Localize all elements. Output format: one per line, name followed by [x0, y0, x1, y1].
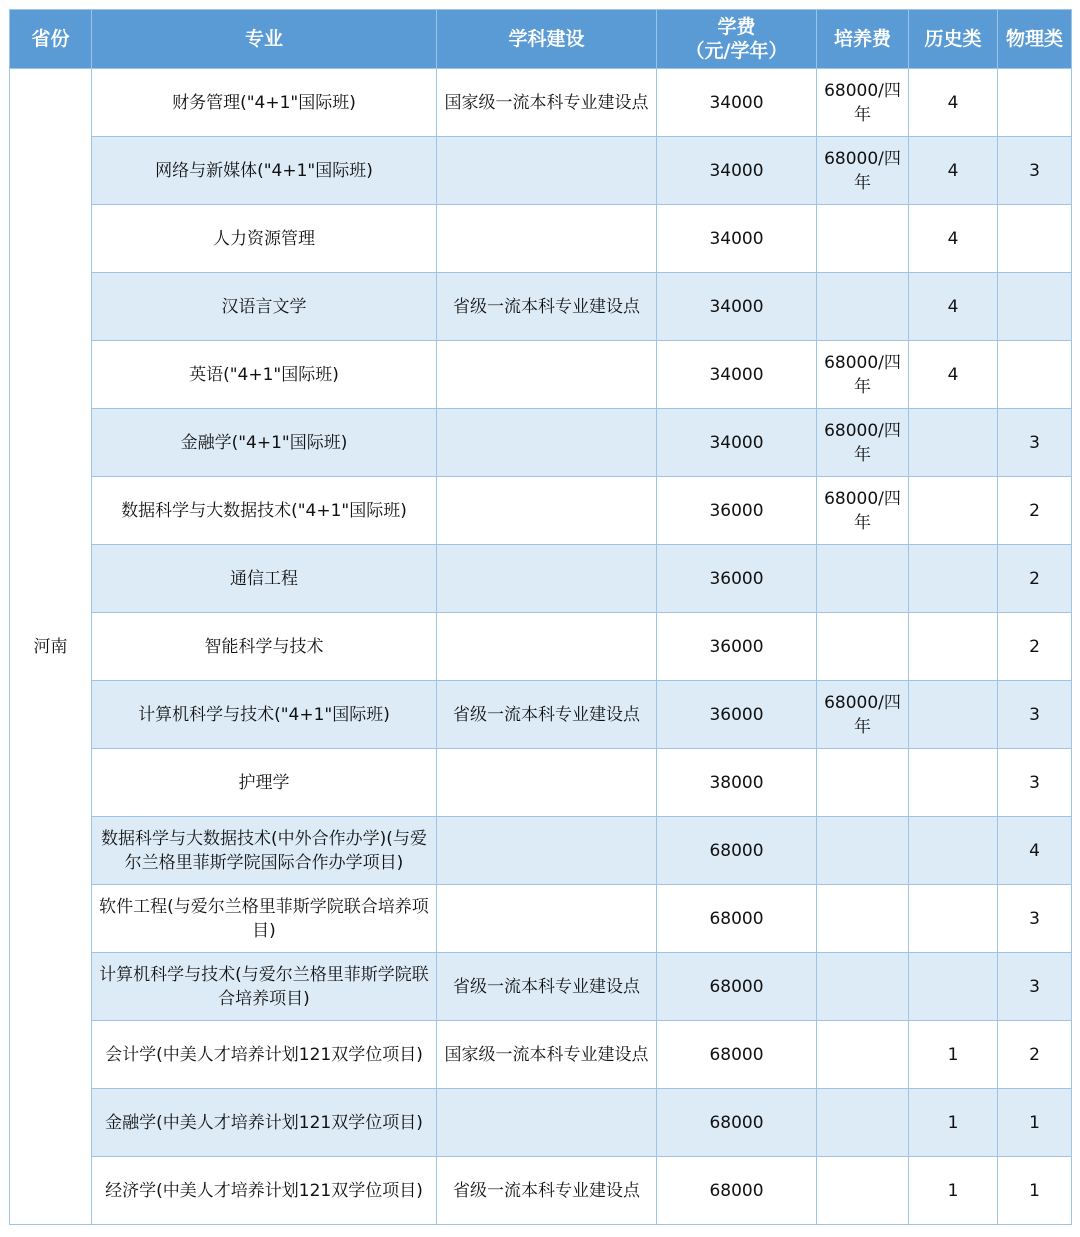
tuition-cell: 68000: [657, 817, 817, 885]
discipline-cell: [437, 817, 657, 885]
major-cell: 软件工程(与爱尔兰格里菲斯学院联合培养项目): [92, 885, 437, 953]
major-cell: 网络与新媒体("4+1"国际班): [92, 137, 437, 205]
tuition-table: [9, 9, 1072, 1225]
training-fee-cell: [817, 545, 909, 613]
discipline-cell: [437, 613, 657, 681]
tuition-cell: 68000: [657, 953, 817, 1021]
physics-cell: 3: [998, 681, 1072, 749]
header-training-fee: 培养费: [817, 10, 909, 69]
table-row: [10, 885, 1072, 953]
header-tuition: [657, 10, 817, 69]
history-cell: [909, 953, 998, 1021]
major-cell: 金融学(中美人才培养计划121双学位项目): [92, 1089, 437, 1157]
discipline-cell: 省级一流本科专业建设点: [437, 953, 657, 1021]
header-tuition-line1: 学费: [717, 16, 756, 38]
physics-cell: 3: [998, 409, 1072, 477]
header-history: 历史类: [909, 10, 998, 69]
header-discipline: 学科建设: [437, 10, 657, 69]
major-cell: 经济学(中美人才培养计划121双学位项目): [92, 1157, 437, 1225]
tuition-cell: 68000: [657, 1089, 817, 1157]
history-cell: 4: [909, 69, 998, 137]
table-row: [10, 341, 1072, 409]
history-cell: 4: [909, 273, 998, 341]
physics-cell: 1: [998, 1157, 1072, 1225]
training-fee-cell: [817, 885, 909, 953]
training-fee-cell: [817, 749, 909, 817]
physics-cell: 3: [998, 953, 1072, 1021]
physics-cell: [998, 273, 1072, 341]
physics-cell: 2: [998, 1021, 1072, 1089]
history-cell: [909, 613, 998, 681]
major-cell: 英语("4+1"国际班): [92, 341, 437, 409]
discipline-cell: 国家级一流本科专业建设点: [437, 1021, 657, 1089]
header-physics: 物理类: [998, 10, 1072, 69]
table-row: [10, 1089, 1072, 1157]
training-fee-cell: [817, 1157, 909, 1225]
physics-cell: [998, 69, 1072, 137]
training-fee-cell: 68000/四年: [817, 681, 909, 749]
discipline-cell: [437, 341, 657, 409]
major-cell: 通信工程: [92, 545, 437, 613]
discipline-cell: 国家级一流本科专业建设点: [437, 69, 657, 137]
table-row: [10, 409, 1072, 477]
physics-cell: 4: [998, 817, 1072, 885]
history-cell: 1: [909, 1157, 998, 1225]
header-tuition-line2: （元/学年）: [685, 40, 788, 62]
physics-cell: 2: [998, 613, 1072, 681]
major-cell: 计算机科学与技术(与爱尔兰格里菲斯学院联合培养项目): [92, 953, 437, 1021]
major-cell: 金融学("4+1"国际班): [92, 409, 437, 477]
discipline-cell: [437, 409, 657, 477]
tuition-cell: 36000: [657, 613, 817, 681]
table-body: [10, 69, 1072, 1225]
training-fee-cell: 68000/四年: [817, 477, 909, 545]
header-row: [10, 10, 1072, 69]
tuition-cell: 36000: [657, 545, 817, 613]
physics-cell: [998, 341, 1072, 409]
major-cell: 计算机科学与技术("4+1"国际班): [92, 681, 437, 749]
table-row: [10, 953, 1072, 1021]
discipline-cell: 省级一流本科专业建设点: [437, 273, 657, 341]
physics-cell: 3: [998, 137, 1072, 205]
major-cell: 汉语言文学: [92, 273, 437, 341]
header-province: 省份: [10, 10, 92, 69]
history-cell: 1: [909, 1021, 998, 1089]
tuition-cell: 38000: [657, 749, 817, 817]
tuition-cell: 34000: [657, 137, 817, 205]
table-row: [10, 477, 1072, 545]
tuition-cell: 34000: [657, 273, 817, 341]
discipline-cell: [437, 205, 657, 273]
training-fee-cell: [817, 613, 909, 681]
training-fee-cell: 68000/四年: [817, 69, 909, 137]
table-row: [10, 613, 1072, 681]
tuition-cell: 36000: [657, 681, 817, 749]
discipline-cell: [437, 477, 657, 545]
physics-cell: 2: [998, 545, 1072, 613]
major-cell: 数据科学与大数据技术("4+1"国际班): [92, 477, 437, 545]
discipline-cell: [437, 545, 657, 613]
table-row: [10, 205, 1072, 273]
major-cell: 数据科学与大数据技术(中外合作办学)(与爱尔兰格里菲斯学院国际合作办学项目): [92, 817, 437, 885]
major-cell: 护理学: [92, 749, 437, 817]
physics-cell: [998, 205, 1072, 273]
discipline-cell: 省级一流本科专业建设点: [437, 681, 657, 749]
table-row: [10, 273, 1072, 341]
history-cell: [909, 409, 998, 477]
history-cell: [909, 681, 998, 749]
table-row: [10, 1157, 1072, 1225]
training-fee-cell: [817, 205, 909, 273]
table-row: [10, 545, 1072, 613]
physics-cell: 1: [998, 1089, 1072, 1157]
history-cell: 4: [909, 137, 998, 205]
training-fee-cell: [817, 953, 909, 1021]
history-cell: 4: [909, 341, 998, 409]
tuition-cell: 34000: [657, 205, 817, 273]
major-cell: 智能科学与技术: [92, 613, 437, 681]
tuition-cell: 34000: [657, 69, 817, 137]
tuition-cell: 36000: [657, 477, 817, 545]
history-cell: [909, 817, 998, 885]
province-cell: 河南: [10, 69, 92, 1225]
header-major: 专业: [92, 10, 437, 69]
major-cell: 人力资源管理: [92, 205, 437, 273]
tuition-cell: 68000: [657, 1157, 817, 1225]
training-fee-cell: [817, 817, 909, 885]
table-row: [10, 69, 1072, 137]
training-fee-cell: [817, 273, 909, 341]
table-row: [10, 817, 1072, 885]
physics-cell: 2: [998, 477, 1072, 545]
table-row: [10, 137, 1072, 205]
tuition-cell: 34000: [657, 341, 817, 409]
discipline-cell: [437, 1089, 657, 1157]
history-cell: 4: [909, 205, 998, 273]
table-row: [10, 681, 1072, 749]
table-row: [10, 1021, 1072, 1089]
discipline-cell: [437, 885, 657, 953]
training-fee-cell: [817, 1021, 909, 1089]
tuition-cell: 68000: [657, 1021, 817, 1089]
training-fee-cell: 68000/四年: [817, 409, 909, 477]
training-fee-cell: [817, 1089, 909, 1157]
history-cell: [909, 477, 998, 545]
history-cell: [909, 545, 998, 613]
discipline-cell: 省级一流本科专业建设点: [437, 1157, 657, 1225]
physics-cell: 3: [998, 749, 1072, 817]
discipline-cell: [437, 137, 657, 205]
major-cell: 会计学(中美人才培养计划121双学位项目): [92, 1021, 437, 1089]
history-cell: 1: [909, 1089, 998, 1157]
training-fee-cell: 68000/四年: [817, 137, 909, 205]
physics-cell: 3: [998, 885, 1072, 953]
history-cell: [909, 749, 998, 817]
training-fee-cell: 68000/四年: [817, 341, 909, 409]
history-cell: [909, 885, 998, 953]
discipline-cell: [437, 749, 657, 817]
tuition-cell: 68000: [657, 885, 817, 953]
tuition-cell: 34000: [657, 409, 817, 477]
table-row: [10, 749, 1072, 817]
major-cell: 财务管理("4+1"国际班): [92, 69, 437, 137]
